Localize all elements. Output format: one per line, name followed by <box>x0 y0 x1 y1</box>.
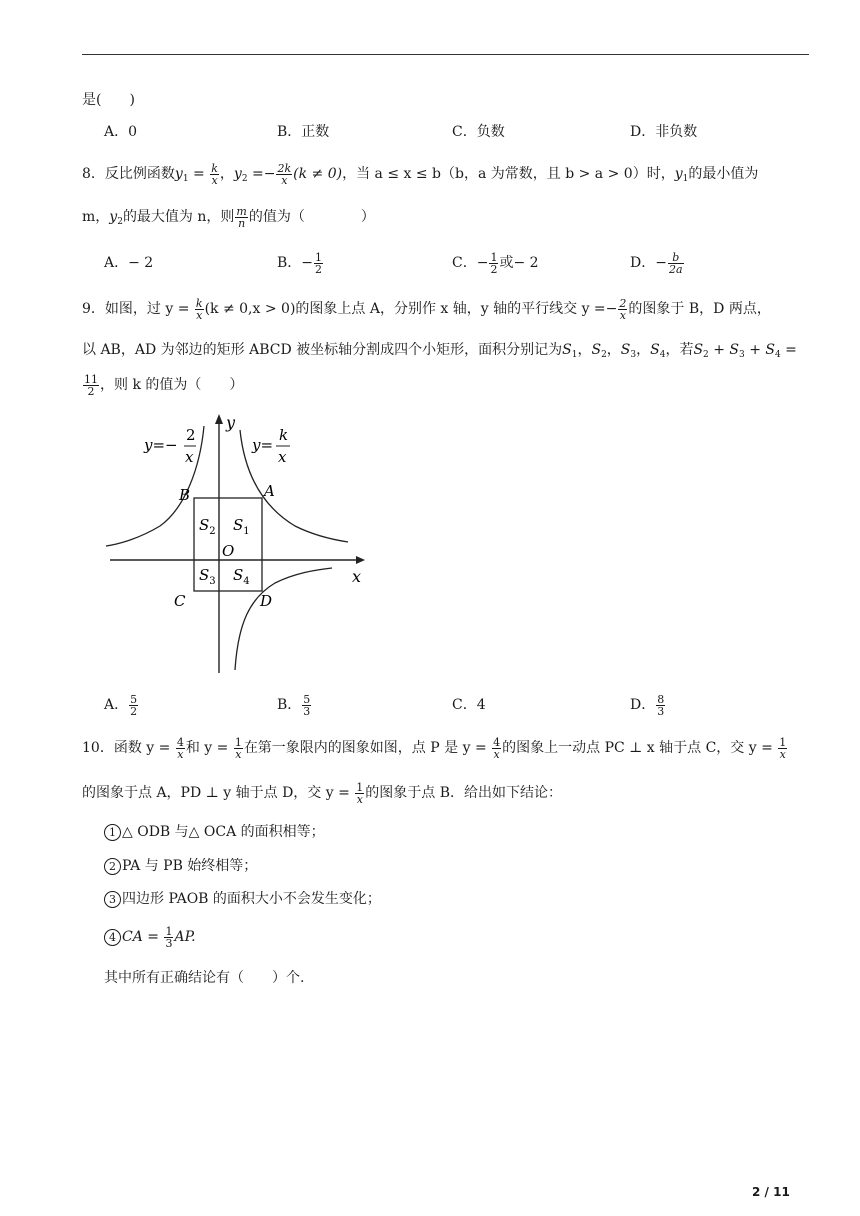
q8-line-2 <box>82 204 375 235</box>
q10-line-2 <box>82 780 562 806</box>
q8-text: 8．反比例函数 <box>82 166 175 182</box>
q8-y2: y <box>233 166 242 182</box>
q10-final: 其中所有正确结论有（ ）个. <box>104 970 305 986</box>
area-s3-label: $S_3$ <box>199 566 216 587</box>
q9-frac-11-2: $\frac{11}{2}$ <box>84 372 98 398</box>
circled-number-3: 3 <box>104 891 121 908</box>
q8-line2-c: 的值为（ ） <box>248 209 375 225</box>
q10-frac-4-x-a: $\frac{4}{x}$ <box>176 735 184 761</box>
point-a-label: A <box>264 482 275 500</box>
q7-options <box>104 120 804 144</box>
q9-option-a: A． $\frac{5}{2}$ <box>104 692 138 718</box>
origin-label: O <box>222 542 235 560</box>
q9-l1-a: 9．如图，过 y = <box>82 301 194 317</box>
q8-option-a: A．− 2 <box>104 255 154 271</box>
q8-y1-sub-again: 1 <box>682 174 689 184</box>
q10-l1-b: 和 y = <box>185 740 233 756</box>
q8-y2-again: y <box>109 209 118 225</box>
q9-figure <box>100 408 375 678</box>
q7-tail: 是( ) <box>82 92 135 108</box>
q8-text3: 的最小值为 <box>688 166 759 182</box>
q9-l2-a: 以 AB，AD 为邻边的矩形 ABCD 被坐标轴分割成四个小矩形，面积分别记为 <box>82 342 563 358</box>
circled-number-4: 4 <box>104 929 121 946</box>
q10-l2-a: 的图象于点 A，PD ⊥ y 轴于点 D，交 y = <box>82 785 355 801</box>
q10-frac-1-x-a: $\frac{1}{x}$ <box>234 735 242 761</box>
q8-frac-m-n: $\frac{m}{n}$ <box>236 204 247 230</box>
q7-option-d: D．非负数 <box>630 124 698 140</box>
q9-frac-k-x: $\frac{k}{x}$ <box>195 296 203 322</box>
q10-conclusion-3: 3 四边形 PAOB 的面积大小不会发生变化； <box>104 889 381 909</box>
q8-frac-2k-x: $\frac{2k}{x}$ <box>277 161 292 187</box>
q9-l1-c: 的图象于 B，D 两点， <box>628 301 771 317</box>
q8-text2: ，当 a ≤ x ≤ b（b，a 为常数，且 b > a > 0）时， <box>342 166 675 182</box>
q8-eq-neg: =− <box>247 166 276 182</box>
page-number: 2 / 11 <box>752 1185 790 1199</box>
q8-line2-b: 的最大值为 n，则 <box>122 209 235 225</box>
label-right-num: k <box>279 426 289 444</box>
q10-l1-a: 10．函数 y = <box>82 740 175 756</box>
q10-conclusion-4: 4 CA = $\frac{1}{3}$ AP. <box>104 922 196 952</box>
q9-line-2: 以 AB，AD 为邻边的矩形 ABCD 被坐标轴分割成四个小矩形，面积分别记为$S_1$，$S_2$，$S_3$，$S_4$，若$S_2 + S_3 + S_4$ = <box>82 342 797 360</box>
label-right-y: y= <box>252 436 274 454</box>
label-left-num: 2 <box>186 426 196 444</box>
q8-y1-again: y <box>674 166 683 182</box>
q8-y2-sub-again: 2 <box>117 217 123 227</box>
q7-option-b: B．正数 <box>277 124 330 140</box>
label-right-den: x <box>278 448 287 466</box>
axis-y-label: y <box>226 413 236 432</box>
q7-option-a: A．0 <box>104 124 138 140</box>
q8-option-b: B．− $\frac{1}{2}$ <box>277 250 323 276</box>
area-s1-label: $S_1$ <box>233 516 250 537</box>
q9-option-c: C．4 <box>452 697 486 713</box>
q8-line2-a: m， <box>82 209 110 225</box>
q8-options <box>104 251 804 279</box>
q9-line-3 <box>82 370 243 400</box>
q9-options <box>104 690 804 720</box>
q9-l1-b: (k ≠ 0,x > 0)的图象上点 A，分别作 x 轴，y 轴的平行线交 y =− <box>204 301 618 317</box>
q10-conclusion-2: 2 PA 与 PB 始终相等； <box>104 856 257 876</box>
q10-l2-b: 的图象于点 B．给出如下结论： <box>365 785 563 801</box>
q10-conclusion-1: 1 △ ODB 与△ OCA 的面积相等； <box>104 822 325 842</box>
x-axis-arrow-icon <box>356 556 365 564</box>
point-b-label: B <box>179 486 191 504</box>
q8-y1-sub: 1 <box>182 174 189 184</box>
area-s4-label: $S_4$ <box>233 566 250 587</box>
q8-y1: y <box>174 166 183 182</box>
label-left-den: x <box>185 448 194 466</box>
q8-y2-sub: 2 <box>241 174 248 184</box>
q9-line-1 <box>82 296 771 322</box>
axis-x-label: x <box>352 567 362 586</box>
point-d-label: D <box>260 592 273 610</box>
q9-option-d: D． $\frac{8}{3}$ <box>630 692 665 718</box>
q8-sep: ， <box>219 166 234 182</box>
q8-option-c: C．− $\frac{1}{2}$ 或− 2 <box>452 250 539 276</box>
circled-number-2: 2 <box>104 858 121 875</box>
q8-eq: = <box>188 166 210 182</box>
q10-l1-d: 的图象上一动点 PC ⊥ x 轴于点 C，交 y = <box>502 740 778 756</box>
q10-l1-c: 在第一象限内的图象如图，点 P 是 y = <box>243 740 492 756</box>
label-left-y: y=− <box>144 436 178 454</box>
q7-option-c: C．负数 <box>452 124 505 140</box>
q8-cond: (k ≠ 0) <box>293 166 343 182</box>
area-s2-label: $S_2$ <box>199 516 216 537</box>
q8-line-1 <box>82 162 758 191</box>
q9-option-b: B． $\frac{5}{3}$ <box>277 692 311 718</box>
q8-frac-k-x: $\frac{k}{x}$ <box>211 161 218 187</box>
y-axis-arrow-icon <box>215 414 223 424</box>
header-rule <box>82 54 809 55</box>
q10-line-1 <box>82 734 788 762</box>
q10-frac-4-x-b: $\frac{4}{x}$ <box>493 735 501 761</box>
q9-l3-text: ，则 k 的值为（ ） <box>100 377 244 393</box>
q10-frac-1-x-c: $\frac{1}{x}$ <box>356 780 364 806</box>
q8-option-d: D．− $\frac{b}{2a}$ <box>630 250 683 276</box>
q9-frac-2-x: $\frac{2}{x}$ <box>619 296 627 322</box>
q10-frac-1-x-b: $\frac{1}{x}$ <box>779 735 787 761</box>
circled-number-1: 1 <box>104 824 121 841</box>
point-c-label: C <box>174 592 186 610</box>
